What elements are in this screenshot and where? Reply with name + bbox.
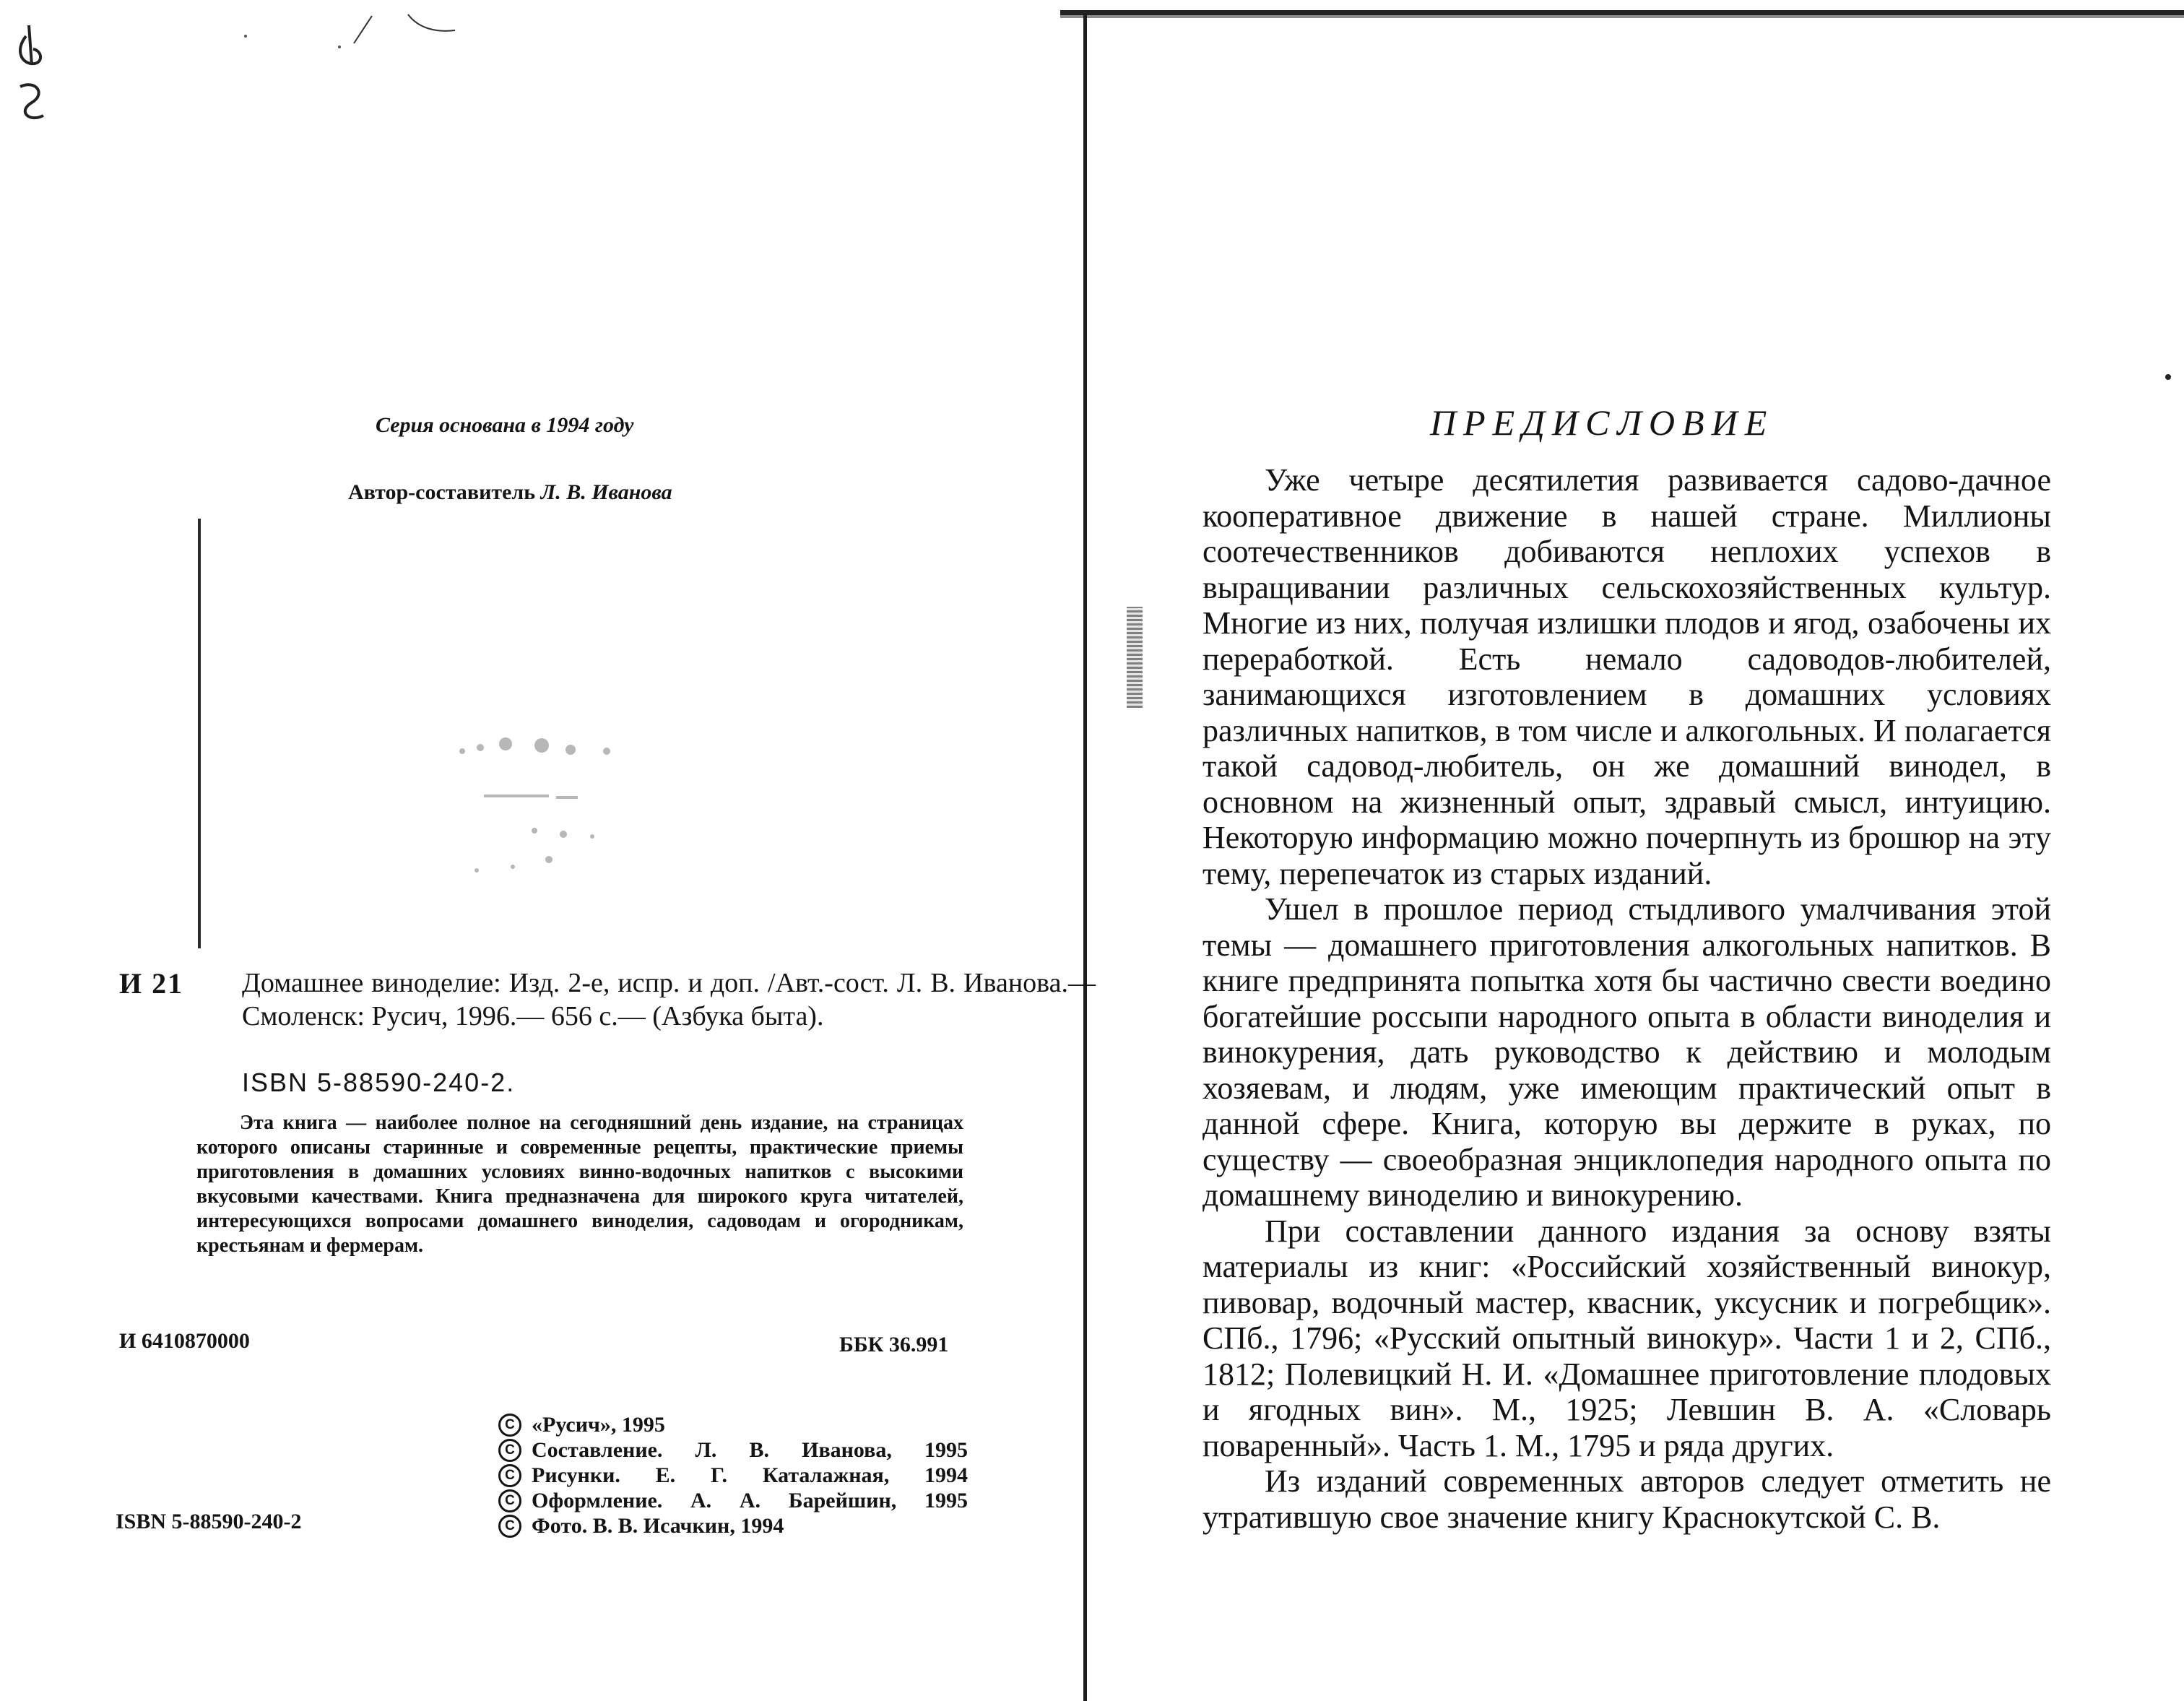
copyright-row xyxy=(498,1463,968,1488)
bib-code: И 21 xyxy=(119,967,184,1000)
copyright-text: «Русич», 1995 xyxy=(532,1413,665,1437)
copyright-row xyxy=(498,1513,968,1538)
copyright-row xyxy=(498,1412,968,1437)
binding-shadow xyxy=(1127,607,1143,708)
isbn-bottom: ISBN 5-88590-240-2 xyxy=(116,1510,302,1533)
page-title: ПРЕДИСЛОВИЕ xyxy=(1430,402,1774,443)
series-note: Серия основана в 1994 году xyxy=(376,413,634,437)
copyright-row xyxy=(498,1488,968,1513)
author-name: Л. В. Иванова xyxy=(540,480,672,504)
bbk-code: ББК 36.991 xyxy=(839,1333,949,1356)
faded-stamp-icon xyxy=(448,715,664,896)
book-annotation xyxy=(196,1111,963,1258)
paragraph: При составлении данного издания за основу взяты материалы из книг: «Российский хозяйственный винокур, пивовар, водочный мастер, квасник, уксусник и погребщик». СПб., 1796; «Русский опытный винокур». Части 1 и 2, СПб., 1812; Полевицкий Н. И. «Домашнее приготовление плодовых и ягодных вин». М., 1925; Левшин В. А. «Словарь поваренный». Часть 1. М., 1795 и ряда других. xyxy=(1202,1213,2051,1463)
annotation-text: Эта книга — наиболее полное на сегодняшний день издание, на страницах которого описаны старинные и современные рецепты, практические приемы приготовления в домашних условиях винно-водочных напитков с высокими вкусовыми качествами. Книга предназначена для широкого круга читателей, интересующихся вопросами домашнего виноделия, садоводам и огородникам, крестьянам и фермерам. xyxy=(196,1112,963,1257)
scan-artifact-marks xyxy=(238,7,477,51)
copyright-text: Составление. Л. В. Иванова, 1995 xyxy=(532,1438,968,1462)
copyright-icon: C xyxy=(498,1464,521,1487)
handwritten-mark-icon xyxy=(0,22,58,130)
margin-rule xyxy=(198,519,201,948)
copyright-icon: C xyxy=(498,1439,521,1462)
preface-body xyxy=(1202,462,2051,1535)
copyright-icon: C xyxy=(498,1414,521,1437)
author-label: Автор-составитель xyxy=(348,480,536,504)
paragraph: Уже четыре десятилетия развивается садово-дачное кооперативное движение в нашей стране. Миллионы соотечественников добиваются неплохих успехов в выращивании различных сельскохозяйственных культур. Многие из них, получая излишки плодов и ягод, озабочены их переработкой. Есть немало садоводов-любителей, занимающихся изготовлением в домашних условиях различных напитков, в том числе и алкогольных. И полагается такой садовод-любитель, он же домашний винодел, в основном на жизненный опыт, здравый смысл, интуицию. Некоторую информацию можно почерпнуть из брошюр на эту тему, перепечаток из старых изданий. xyxy=(1202,462,2051,891)
copyright-list xyxy=(498,1412,968,1538)
index-code: И 6410870000 xyxy=(119,1329,250,1353)
scan-dot xyxy=(2165,374,2171,380)
author-line xyxy=(348,480,672,505)
copyright-icon: C xyxy=(498,1489,521,1512)
bib-entry: Домашнее виноделие: Изд. 2-е, испр. и доп. /Авт.-сост. Л. В. Иванова.— Смоленск: Русич, 1996.— 656 с.— (Азбука быта). xyxy=(242,968,1096,1031)
copyright-text: Фото. В. В. Исачкин, 1994 xyxy=(532,1514,784,1538)
copyright-text: Оформление. А. А. Барейшин, 1995 xyxy=(532,1489,968,1512)
copyright-row xyxy=(498,1437,968,1463)
paragraph: Ушел в прошлое период стыдливого умалчивания этой темы — домашнего приготовления алкогольных напитков. В книге предпринята попытка хотя бы частично свести воедино богатейшие россыпи народного опыта в области виноделия и винокурения, дать руководство к действию и молодым хозяевам, и людям, уже имеющим практический опыт в данной сфере. Книга, которую вы держите в руках, по существу — своеобразная энциклопедия народного опыта по домашнему виноделию и винокурению. xyxy=(1202,891,2051,1213)
copyright-text: Рисунки. Е. Г. Каталажная, 1994 xyxy=(532,1463,968,1487)
copyright-icon: C xyxy=(498,1515,521,1538)
bib-isbn: ISBN 5-88590-240-2. xyxy=(242,1068,516,1097)
paragraph: Из изданий современных авторов следует отметить не утратившую свое значение книгу Краснокутской С. В. xyxy=(1202,1463,2051,1535)
